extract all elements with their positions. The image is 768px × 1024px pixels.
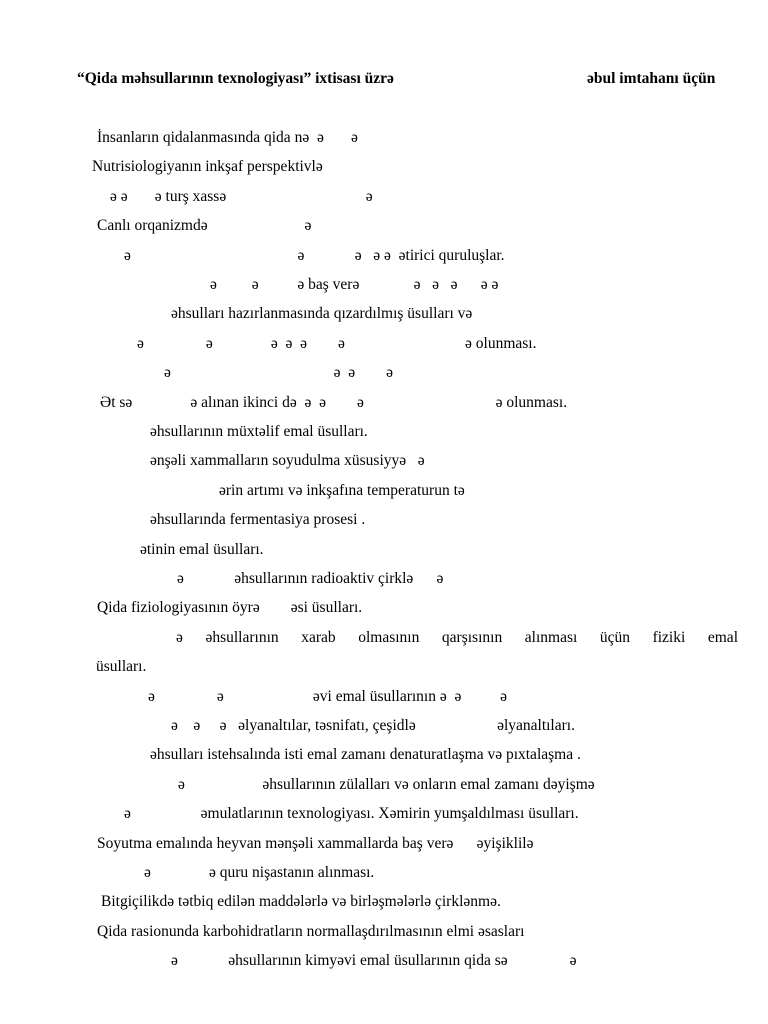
text-line: ə ə ə turş xassə ə [110, 188, 373, 205]
text-line: ərin artımı və inkşafına temperaturun tə [219, 482, 465, 499]
document-title-suffix: əbul imtahanı üçün [587, 70, 716, 87]
document-title: “Qida məhsullarının texnologiyası” ixtisası üzrə [77, 70, 394, 87]
text-line: Qida fiziologiyasının öyrə əsi üsulları. [97, 599, 363, 616]
text-line: Soyutma emalında heyvan mənşəli xammallarda baş verə əyişiklilə [97, 835, 534, 852]
text-line: ə əhsullarının xarab olmasının qarşısının alınması üçün fiziki emal [176, 629, 738, 646]
text-line: əhsulları istehsalında isti emal zamanı denaturatlaşma və pıxtalaşma . [150, 746, 581, 763]
text-line: ə ə ə əlyanaltılar, təsnifatı, çeşidlə əlyanaltıları. [171, 717, 575, 734]
text-line: üsulları. [96, 658, 147, 675]
text-line: ətinin emal üsulları. [140, 541, 264, 558]
text-line: ə ə əvi emal üsullarının ə ə ə [148, 688, 508, 705]
text-line: ə əmulatlarının texnologiyası. Xəmirin yumşaldılması üsulları. [124, 805, 579, 822]
text-line: ə ə ə ə ə ə ə olunması. [137, 335, 537, 352]
text-line: ə əhsullarının radioaktiv çirklə ə [177, 570, 444, 587]
text-line: Bitgiçilikdə tətbiq edilən maddələrlə və birləşmələrlə çirklənmə. [101, 893, 501, 910]
text-line: Nutrisiologiyanın inkşaf perspektivlə [92, 158, 323, 175]
text-line: ənşəli xammalların soyudulma xüsusiyyə ə [150, 452, 425, 469]
text-line: əhsullarında fermentasiya prosesi . [150, 511, 366, 528]
text-line: Qida rasionunda karbohidratların normallaşdırılmasının elmi əsasları [97, 923, 525, 940]
text-line: ə ə ə baş verə ə ə ə ə ə [210, 276, 499, 293]
text-line: İnsanların qidalanmasında qida nə ə ə [97, 129, 358, 146]
text-line: ə ə ə ə [164, 364, 394, 381]
text-line: əhsulları hazırlanmasında qızardılmış üsulları və [171, 305, 473, 322]
text-line: Canlı orqanizmdə ə [97, 217, 312, 234]
text-line: Ət sə ə alınan ikinci də ə ə ə ə olunması. [100, 394, 568, 411]
text-line: ə ə ə ə ə ətirici quruluşlar. [124, 247, 505, 264]
text-line: əhsullarının müxtəlif emal üsulları. [150, 423, 368, 440]
text-line: ə əhsullarının kimyəvi emal üsullarının qida sə ə [171, 952, 577, 969]
text-line: ə əhsullarının zülalları və onların emal zamanı dəyişmə [178, 776, 595, 793]
text-line: ə ə quru nişastanın alınması. [144, 864, 375, 881]
